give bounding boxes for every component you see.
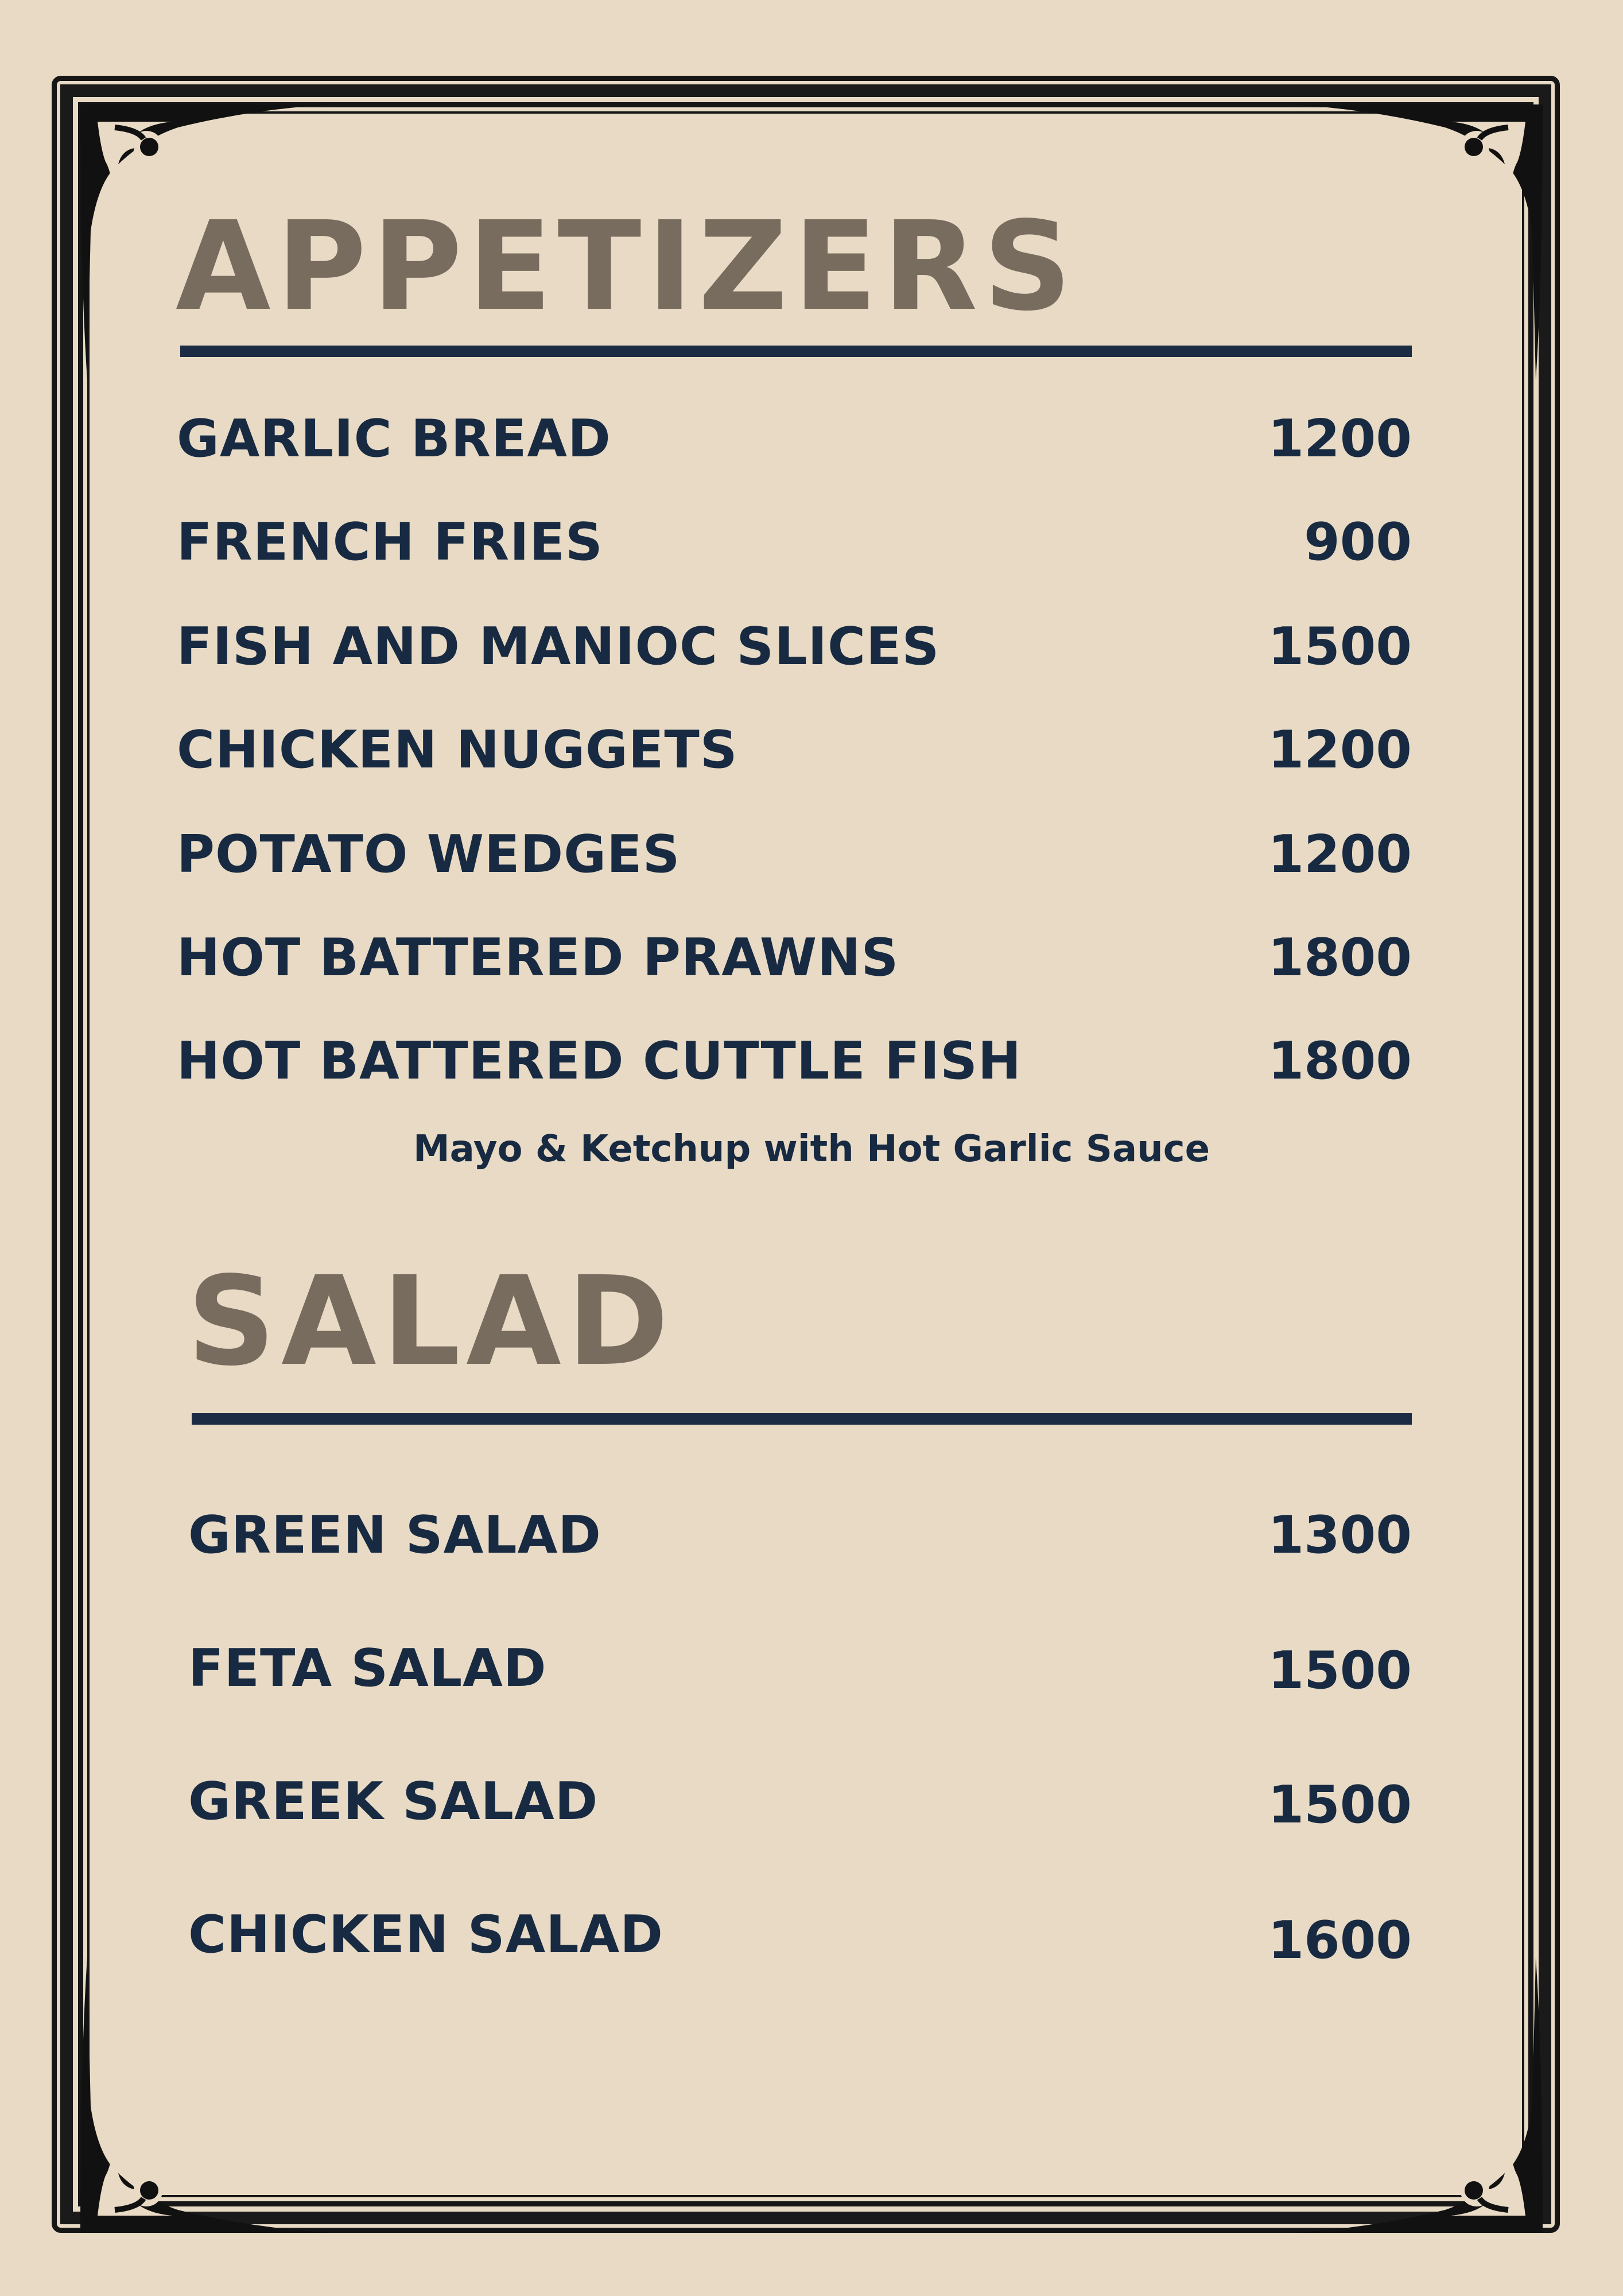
menu-item-name: HOT BATTERED PRAWNS: [177, 928, 899, 988]
section-title-salad: SALAD: [187, 1250, 675, 1393]
menu-item-name: FRENCH FRIES: [177, 512, 603, 572]
menu-item-price: 1800: [1268, 928, 1412, 988]
corner-flourish-icon: [1290, 1957, 1543, 2233]
menu-item-price: 1500: [1268, 1775, 1412, 1835]
menu-item-price: 1200: [1268, 409, 1412, 469]
menu-item-price: 1500: [1268, 616, 1412, 677]
menu-item-name: POTATO WEDGES: [177, 824, 681, 885]
menu-item-name: HOT BATTERED CUTTLE FISH: [177, 1031, 1022, 1091]
menu-item-name: GREEN SALAD: [188, 1505, 601, 1565]
menu-item-name: GREEK SALAD: [188, 1771, 599, 1832]
section-title-appetizers: APPETIZERS: [176, 195, 1078, 338]
corner-flourish-icon: [80, 1957, 333, 2233]
menu-item-price: 1200: [1268, 720, 1412, 780]
corner-flourish-icon: [1290, 104, 1543, 380]
menu-item-name: FETA SALAD: [188, 1638, 547, 1698]
section-note: Mayo & Ketchup with Hot Garlic Sauce: [413, 1128, 1210, 1170]
menu-item-price: 1500: [1268, 1640, 1412, 1701]
menu-item-price: 900: [1304, 512, 1412, 572]
section-divider: [180, 346, 1412, 357]
menu-item-name: FISH AND MANIOC SLICES: [177, 616, 940, 677]
menu-item-name: CHICKEN SALAD: [188, 1905, 663, 1965]
menu-item-price: 1600: [1268, 1910, 1412, 1971]
menu-item-name: GARLIC BREAD: [177, 409, 611, 469]
menu-item-price: 1800: [1268, 1031, 1412, 1091]
menu-item-price: 1300: [1268, 1505, 1412, 1565]
section-divider: [192, 1413, 1412, 1425]
menu-item-price: 1200: [1268, 824, 1412, 885]
menu-item-name: CHICKEN NUGGETS: [177, 720, 738, 780]
